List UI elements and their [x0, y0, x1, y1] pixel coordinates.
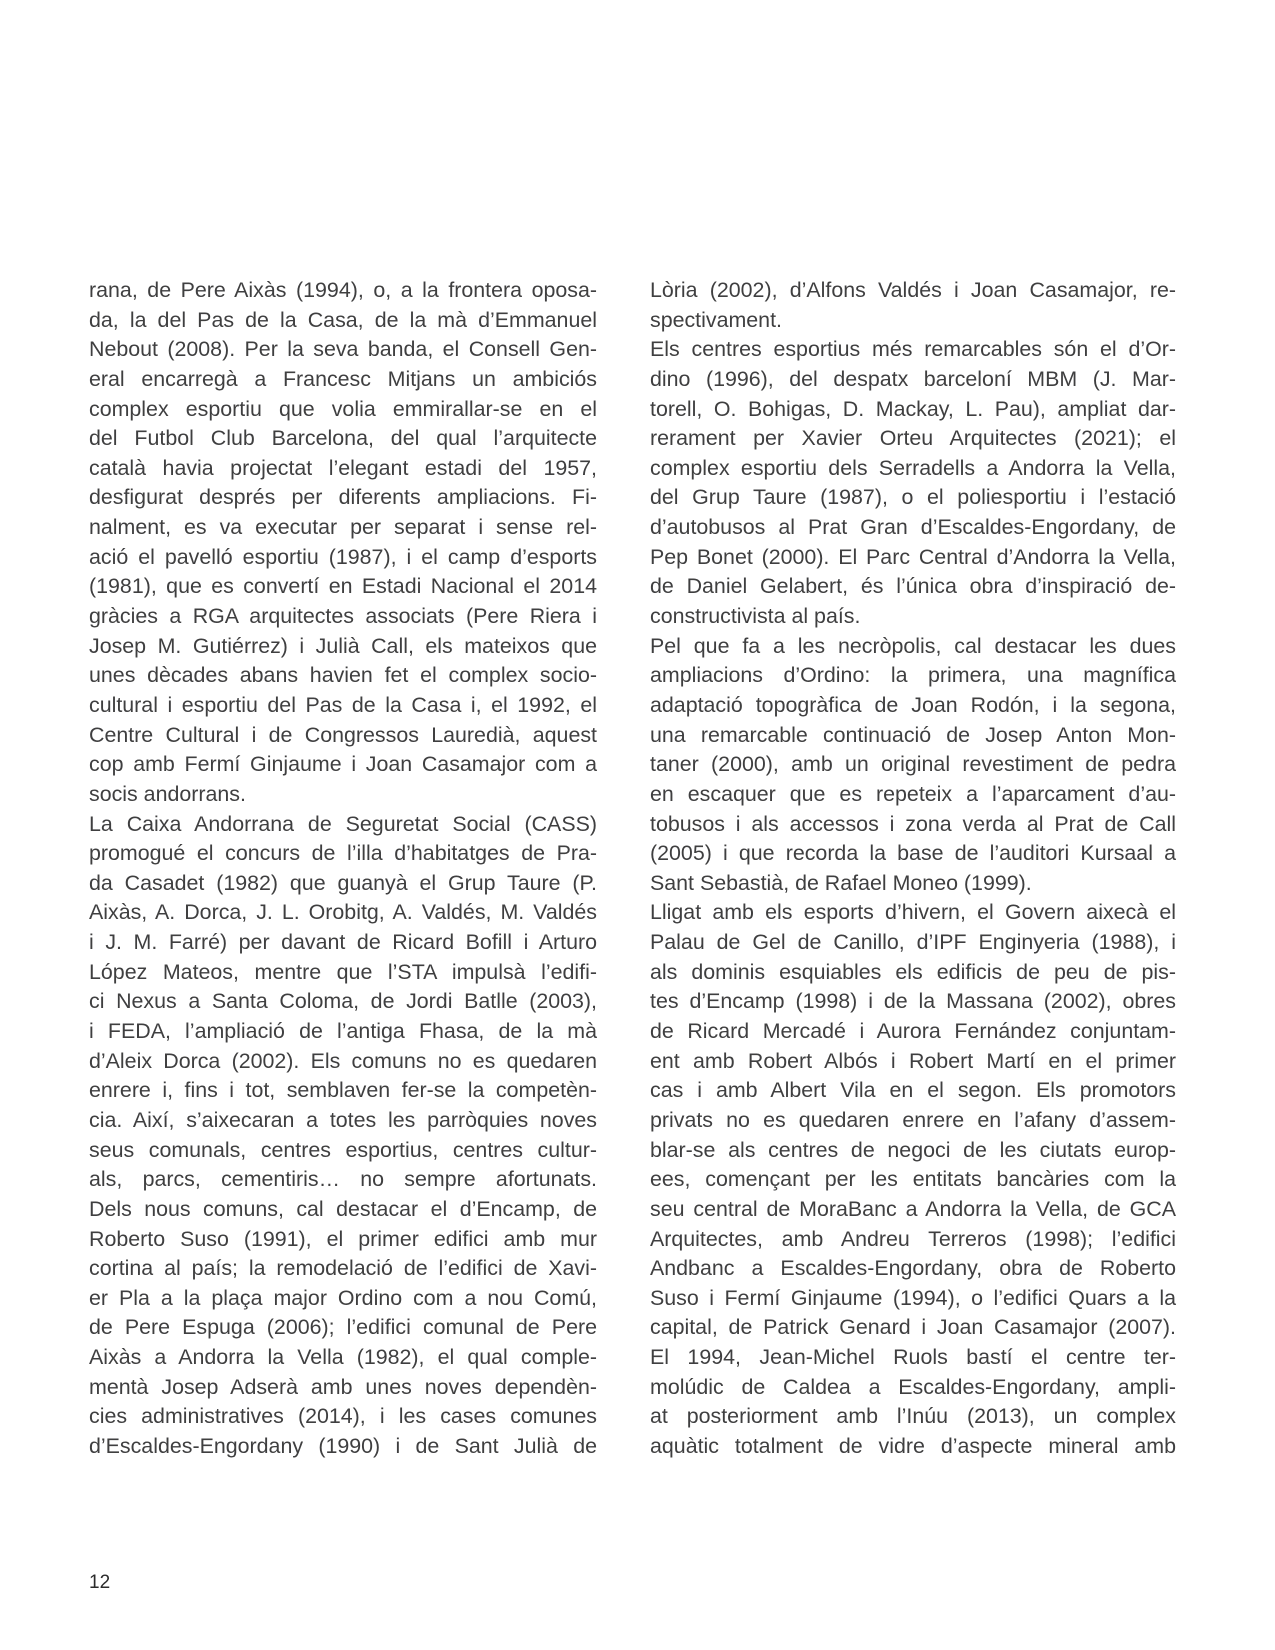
- text-line: (1981), que es convertí en Estadi Nacional el 2014: [89, 574, 597, 599]
- text-line: rerament per Xavier Orteu Arquitectes (2021); el: [650, 426, 1176, 451]
- text-line: Josep M. Gutiérrez) i Julià Call, els mateixos que: [89, 633, 597, 658]
- text-line: Arquitectes, amb Andreu Terreros (1998); l’edifici: [650, 1226, 1176, 1251]
- text-line: complex esportiu dels Serradells a Andorra la Vella,: [650, 455, 1176, 480]
- text-line: Els centres esportius més remarcables són el d’Or-: [650, 337, 1176, 362]
- text-line: da Casadet (1982) que guanyà el Grup Taure (P.: [89, 870, 597, 895]
- text-line: Palau de Gel de Canillo, d’IPF Enginyeria (1988), i: [650, 930, 1176, 955]
- text-line: Dels nous comuns, cal destacar el d’Encamp, de: [89, 1196, 597, 1221]
- text-line: d’Aleix Dorca (2002). Els comuns no es quedaren: [89, 1048, 597, 1073]
- text-line: d’Escaldes-Engordany (1990) i de Sant Julià de: [89, 1433, 597, 1458]
- text-line: molúdic de Caldea a Escaldes-Engordany, ampli-: [650, 1374, 1176, 1399]
- text-line: cies administratives (2014), i les cases comunes: [89, 1404, 597, 1429]
- text-line: ampliacions d’Ordino: la primera, una magnífica: [650, 663, 1176, 688]
- text-line: una remarcable continuació de Josep Anton Mon-: [650, 722, 1176, 747]
- text-line: Pep Bonet (2000). El Parc Central d’Andorra la Vella,: [650, 544, 1176, 569]
- text-line: eral encarregà a Francesc Mitjans un ambiciós: [89, 366, 597, 391]
- text-line: ees, començant per les entitats bancàries com la: [650, 1167, 1176, 1192]
- text-line: spectivament.: [650, 307, 782, 332]
- text-line: gràcies a RGA arquitectes associats (Pere Riera i: [89, 604, 597, 629]
- text-line: Centre Cultural i de Congressos Lauredià, aquest: [89, 722, 597, 747]
- text-line: del Grup Taure (1987), o el poliesportiu i l’estació: [650, 485, 1176, 510]
- text-line: enrere i, fins i tot, semblaven fer-se la competèn-: [89, 1078, 597, 1103]
- text-line: català havia projectat l’elegant estadi del 1957,: [89, 455, 597, 480]
- text-line: (2005) i que recorda la base de l’auditori Kursaal a: [650, 841, 1176, 866]
- text-line: nalment, es va executar per separat i sense rel-: [89, 515, 597, 540]
- text-line: Aixàs a Andorra la Vella (1982), el qual comple-: [89, 1345, 597, 1370]
- text-line: taner (2000), amb un original revestiment de pedra: [650, 752, 1176, 777]
- text-line: Roberto Suso (1991), el primer edifici amb mur: [89, 1226, 597, 1251]
- text-line: adaptació topogràfica de Joan Rodón, i la segona,: [650, 692, 1176, 717]
- text-line: Andbanc a Escaldes-Engordany, obra de Roberto: [650, 1256, 1176, 1281]
- text-line: torell, O. Bohigas, D. Mackay, L. Pau), ampliat dar-: [650, 396, 1176, 421]
- text-line: Aixàs, A. Dorca, J. L. Orobitg, A. Valdés, M. Valdés: [89, 900, 597, 925]
- text-line: López Mateos, mentre que l’STA impulsà l’edifi-: [89, 959, 597, 984]
- text-line: Lligat amb els esports d’hivern, el Govern aixecà el: [650, 900, 1176, 925]
- text-line: aquàtic totalment de vidre d’aspecte mineral amb: [650, 1433, 1176, 1458]
- text-line: Lòria (2002), d’Alfons Valdés i Joan Casamajor, re-: [650, 278, 1176, 302]
- text-line: de Ricard Mercadé i Aurora Fernández conjuntam-: [650, 1019, 1176, 1044]
- text-line: ent amb Robert Albós i Robert Martí en el primer: [650, 1048, 1176, 1073]
- text-line: er Pla a la plaça major Ordino com a nou Comú,: [89, 1285, 597, 1310]
- text-line: rana, de Pere Aixàs (1994), o, a la frontera oposa-: [89, 278, 597, 302]
- text-line: capital, de Patrick Genard i Joan Casamajor (2007).: [650, 1315, 1176, 1340]
- text-line: Nebout (2008). Per la seva banda, el Consell Gen-: [89, 337, 597, 362]
- text-column-left: [89, 276, 597, 1462]
- text-line: blar-se als centres de negoci de les ciutats europ-: [650, 1137, 1176, 1162]
- text-line: tes d’Encamp (1998) i de la Massana (2002), obres: [650, 989, 1176, 1014]
- text-line: ació el pavelló esportiu (1987), i el camp d’esports: [89, 544, 597, 569]
- text-line: del Futbol Club Barcelona, del qual l’arquitecte: [89, 426, 597, 451]
- text-line: cop amb Fermí Ginjaume i Joan Casamajor com a: [89, 752, 597, 777]
- text-line: cas i amb Albert Vila en el segon. Els promotors: [650, 1078, 1176, 1103]
- text-line: unes dècades abans havien fet el complex socio-: [89, 663, 597, 688]
- text-line: dino (1996), del despatx barceloní MBM (J. Mar-: [650, 366, 1176, 391]
- text-line: als, parcs, cementiris… no sempre afortunats.: [89, 1167, 597, 1192]
- text-line: complex esportiu que volia emmirallar-se en el: [89, 396, 597, 421]
- text-line: at posteriorment amb l’Inúu (2013), un complex: [650, 1404, 1176, 1429]
- text-line: El 1994, Jean-Michel Ruols bastí el centre ter-: [650, 1345, 1176, 1370]
- text-line: cia. Així, s’aixecaran a totes les parròquies noves: [89, 1107, 597, 1132]
- text-line: Suso i Fermí Ginjaume (1994), o l’edifici Quars a la: [650, 1285, 1176, 1310]
- text-line: seus comunals, centres esportius, centres cultur-: [89, 1137, 597, 1162]
- text-line: da, la del Pas de la Casa, de la mà d’Emmanuel: [89, 307, 597, 332]
- text-line: Pel que fa a les necròpolis, cal destacar les dues: [650, 633, 1176, 658]
- page-number: 12: [89, 1572, 111, 1593]
- text-line: i FEDA, l’ampliació de l’antiga Fhasa, de la mà: [89, 1019, 597, 1044]
- text-line: socis andorrans.: [89, 781, 246, 806]
- text-line: desfigurat després per diferents ampliacions. Fi-: [89, 485, 597, 510]
- text-line: de Daniel Gelabert, és l’única obra d’inspiració de-: [650, 574, 1176, 599]
- text-line: ci Nexus a Santa Coloma, de Jordi Batlle (2003),: [89, 989, 597, 1014]
- text-line: cultural i esportiu del Pas de la Casa i, el 1992, el: [89, 692, 597, 717]
- text-line: constructivista al país.: [650, 604, 861, 629]
- text-line: privats no es quedaren enrere en l’afany d’assem-: [650, 1107, 1176, 1132]
- text-line: promogué el concurs de l’illa d’habitatges de Pra-: [89, 841, 597, 866]
- text-column-right: [650, 276, 1176, 1462]
- text-line: La Caixa Andorrana de Seguretat Social (CASS): [89, 811, 597, 836]
- text-line: Sant Sebastià, de Rafael Moneo (1999).: [650, 870, 1032, 895]
- text-line: cortina al país; la remodelació de l’edifici de Xavi-: [89, 1256, 597, 1281]
- text-line: en escaquer que es repeteix a l’aparcament d’au-: [650, 781, 1176, 806]
- text-line: d’autobusos al Prat Gran d’Escaldes-Engordany, de: [650, 515, 1176, 540]
- text-line: seu central de MoraBanc a Andorra la Vella, de GCA: [650, 1196, 1176, 1221]
- text-line: i J. M. Farré) per davant de Ricard Bofill i Arturo: [89, 930, 597, 955]
- text-line: tobusos i als accessos i zona verda al Prat de Call: [650, 811, 1176, 836]
- text-line: mentà Josep Adserà amb unes noves dependèn-: [89, 1374, 597, 1399]
- text-line: als dominis esquiables els edificis de peu de pis-: [650, 959, 1176, 984]
- text-line: de Pere Espuga (2006); l’edifici comunal de Pere: [89, 1315, 597, 1340]
